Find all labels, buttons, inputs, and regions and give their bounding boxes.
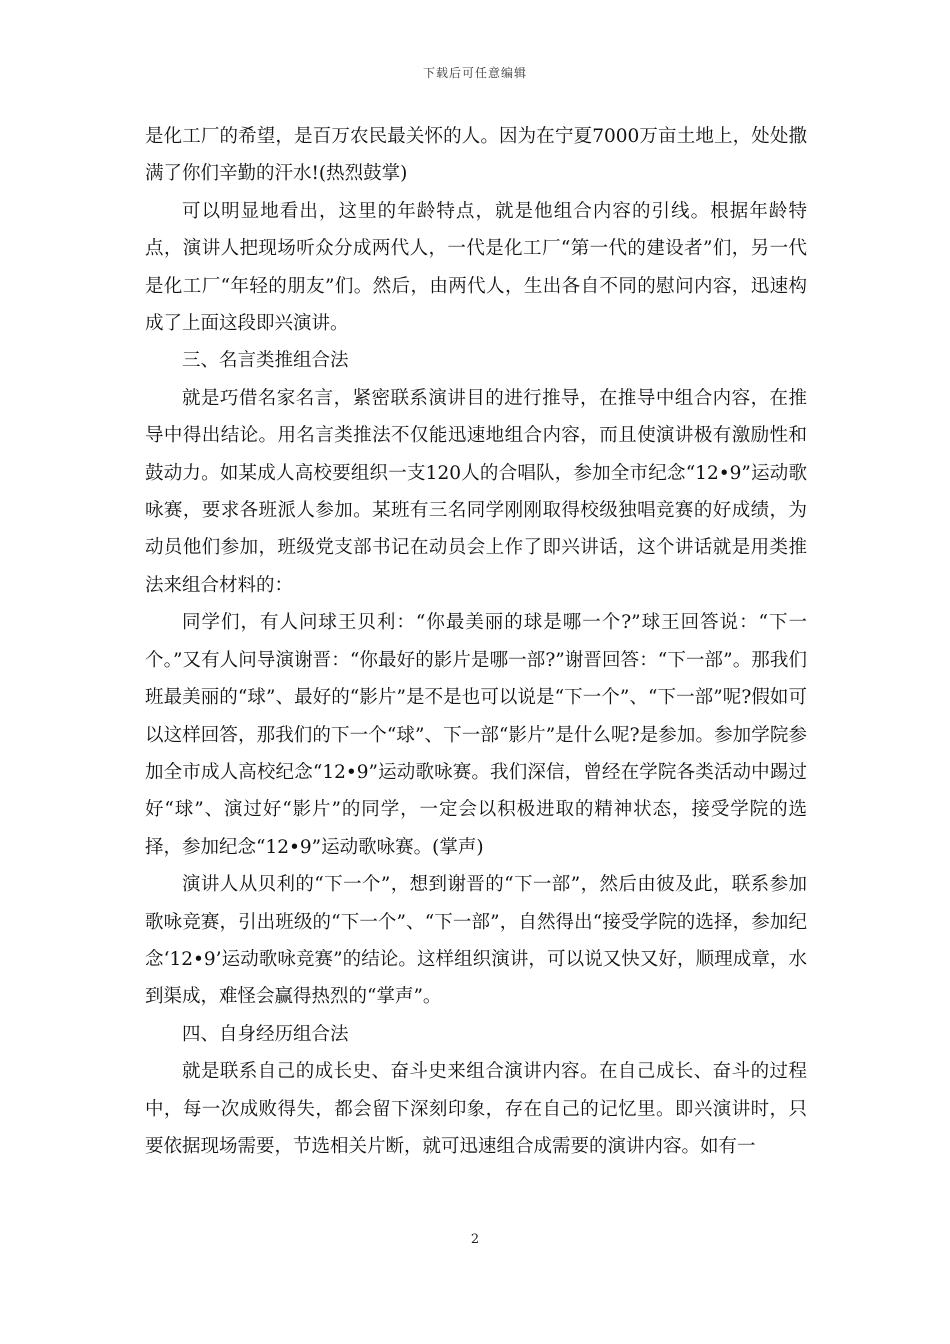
page-header: 下载后可任意编辑 [422, 66, 527, 80]
paragraph-speech-analysis: 演讲人从贝利的“下一个”，想到谢晋的“下一部”，然后由彼及此，联系参加歌咏竞赛，引出班级的“下一个”、“下一部”，自然得出“接受学院的选择，参加纪念‘12•9’运动歌咏竞赛”的结论。这样组织演讲，可以说又快又好，顺理成章，水到渠成，难怪会赢得热烈的“掌声”。 [145, 874, 807, 1008]
section-heading-quote-method: 三、名言类推组合法 [182, 350, 349, 372]
paragraph-quote-method: 就是巧借名家名言，紧密联系演讲目的进行推导，在推导中组合内容，在推导中得出结论。用名言类推法不仅能迅速地组合内容，而且使演讲极有激励性和鼓动力。如某成人高校要组织一支120人的合唱队，参加全市纪念“12•9”运动歌咏赛，要求各班派人参加。某班有三名同学刚刚取得校级独唱竞赛的好成绩，为动员他们参加，班级党支部书记在动员会上作了即兴讲话，这个讲话就是用类推法来组合材料的： [145, 387, 807, 596]
paragraph-continuation: 是化工厂的希望，是百万农民最关怀的人。因为在宁夏7000万亩土地上，处处撒满了你们辛勤的汗水!(热烈鼓掌) [145, 126, 807, 185]
paragraph-speech-example: 同学们，有人问球王贝利：“你最美丽的球是哪一个?”球王回答说：“下一个。”又有人问导演谢晋：“你最好的影片是哪一部?”谢晋回答：“下一部”。那我们班最美丽的“球”、最好的“影片”是不是也可以说是“下一个”、“下一部”呢?假如可以这样回答，那我们的下一个“球”、下一部“影片”是什么呢?是参加。参加学院参加全市成人高校纪念“12•9”运动歌咏赛。我们深信，曾经在学院各类活动中踢过好“球”、演过好“影片”的同学，一定会以积极进取的精神状态，接受学院的选择，参加纪念“12•9”运动歌咏赛。(掌声) [145, 612, 807, 858]
document-body [145, 118, 807, 1165]
paragraph-age-analysis: 可以明显地看出，这里的年龄特点，就是他组合内容的引线。根据年龄特点，演讲人把现场听众分成两代人，一代是化工厂“第一代的建设者”们，另一代是化工厂“年轻的朋友”们。然后，由两代人，生出各自不同的慰问内容，迅速构成了上面这段即兴演讲。 [145, 200, 807, 335]
section-heading-experience-method: 四、自身经历组合法 [182, 1023, 349, 1045]
page-number: 2 [470, 1232, 480, 1247]
paragraph-experience-method: 就是联系自己的成长史、奋斗史来组合演讲内容。在自己成长、奋斗的过程中，每一次成败得失，都会留下深刻印象，存在自己的记忆里。即兴演讲时，只要依据现场需要，节选相关片断，就可迅速组合成需要的演讲内容。如有一 [145, 1061, 807, 1157]
